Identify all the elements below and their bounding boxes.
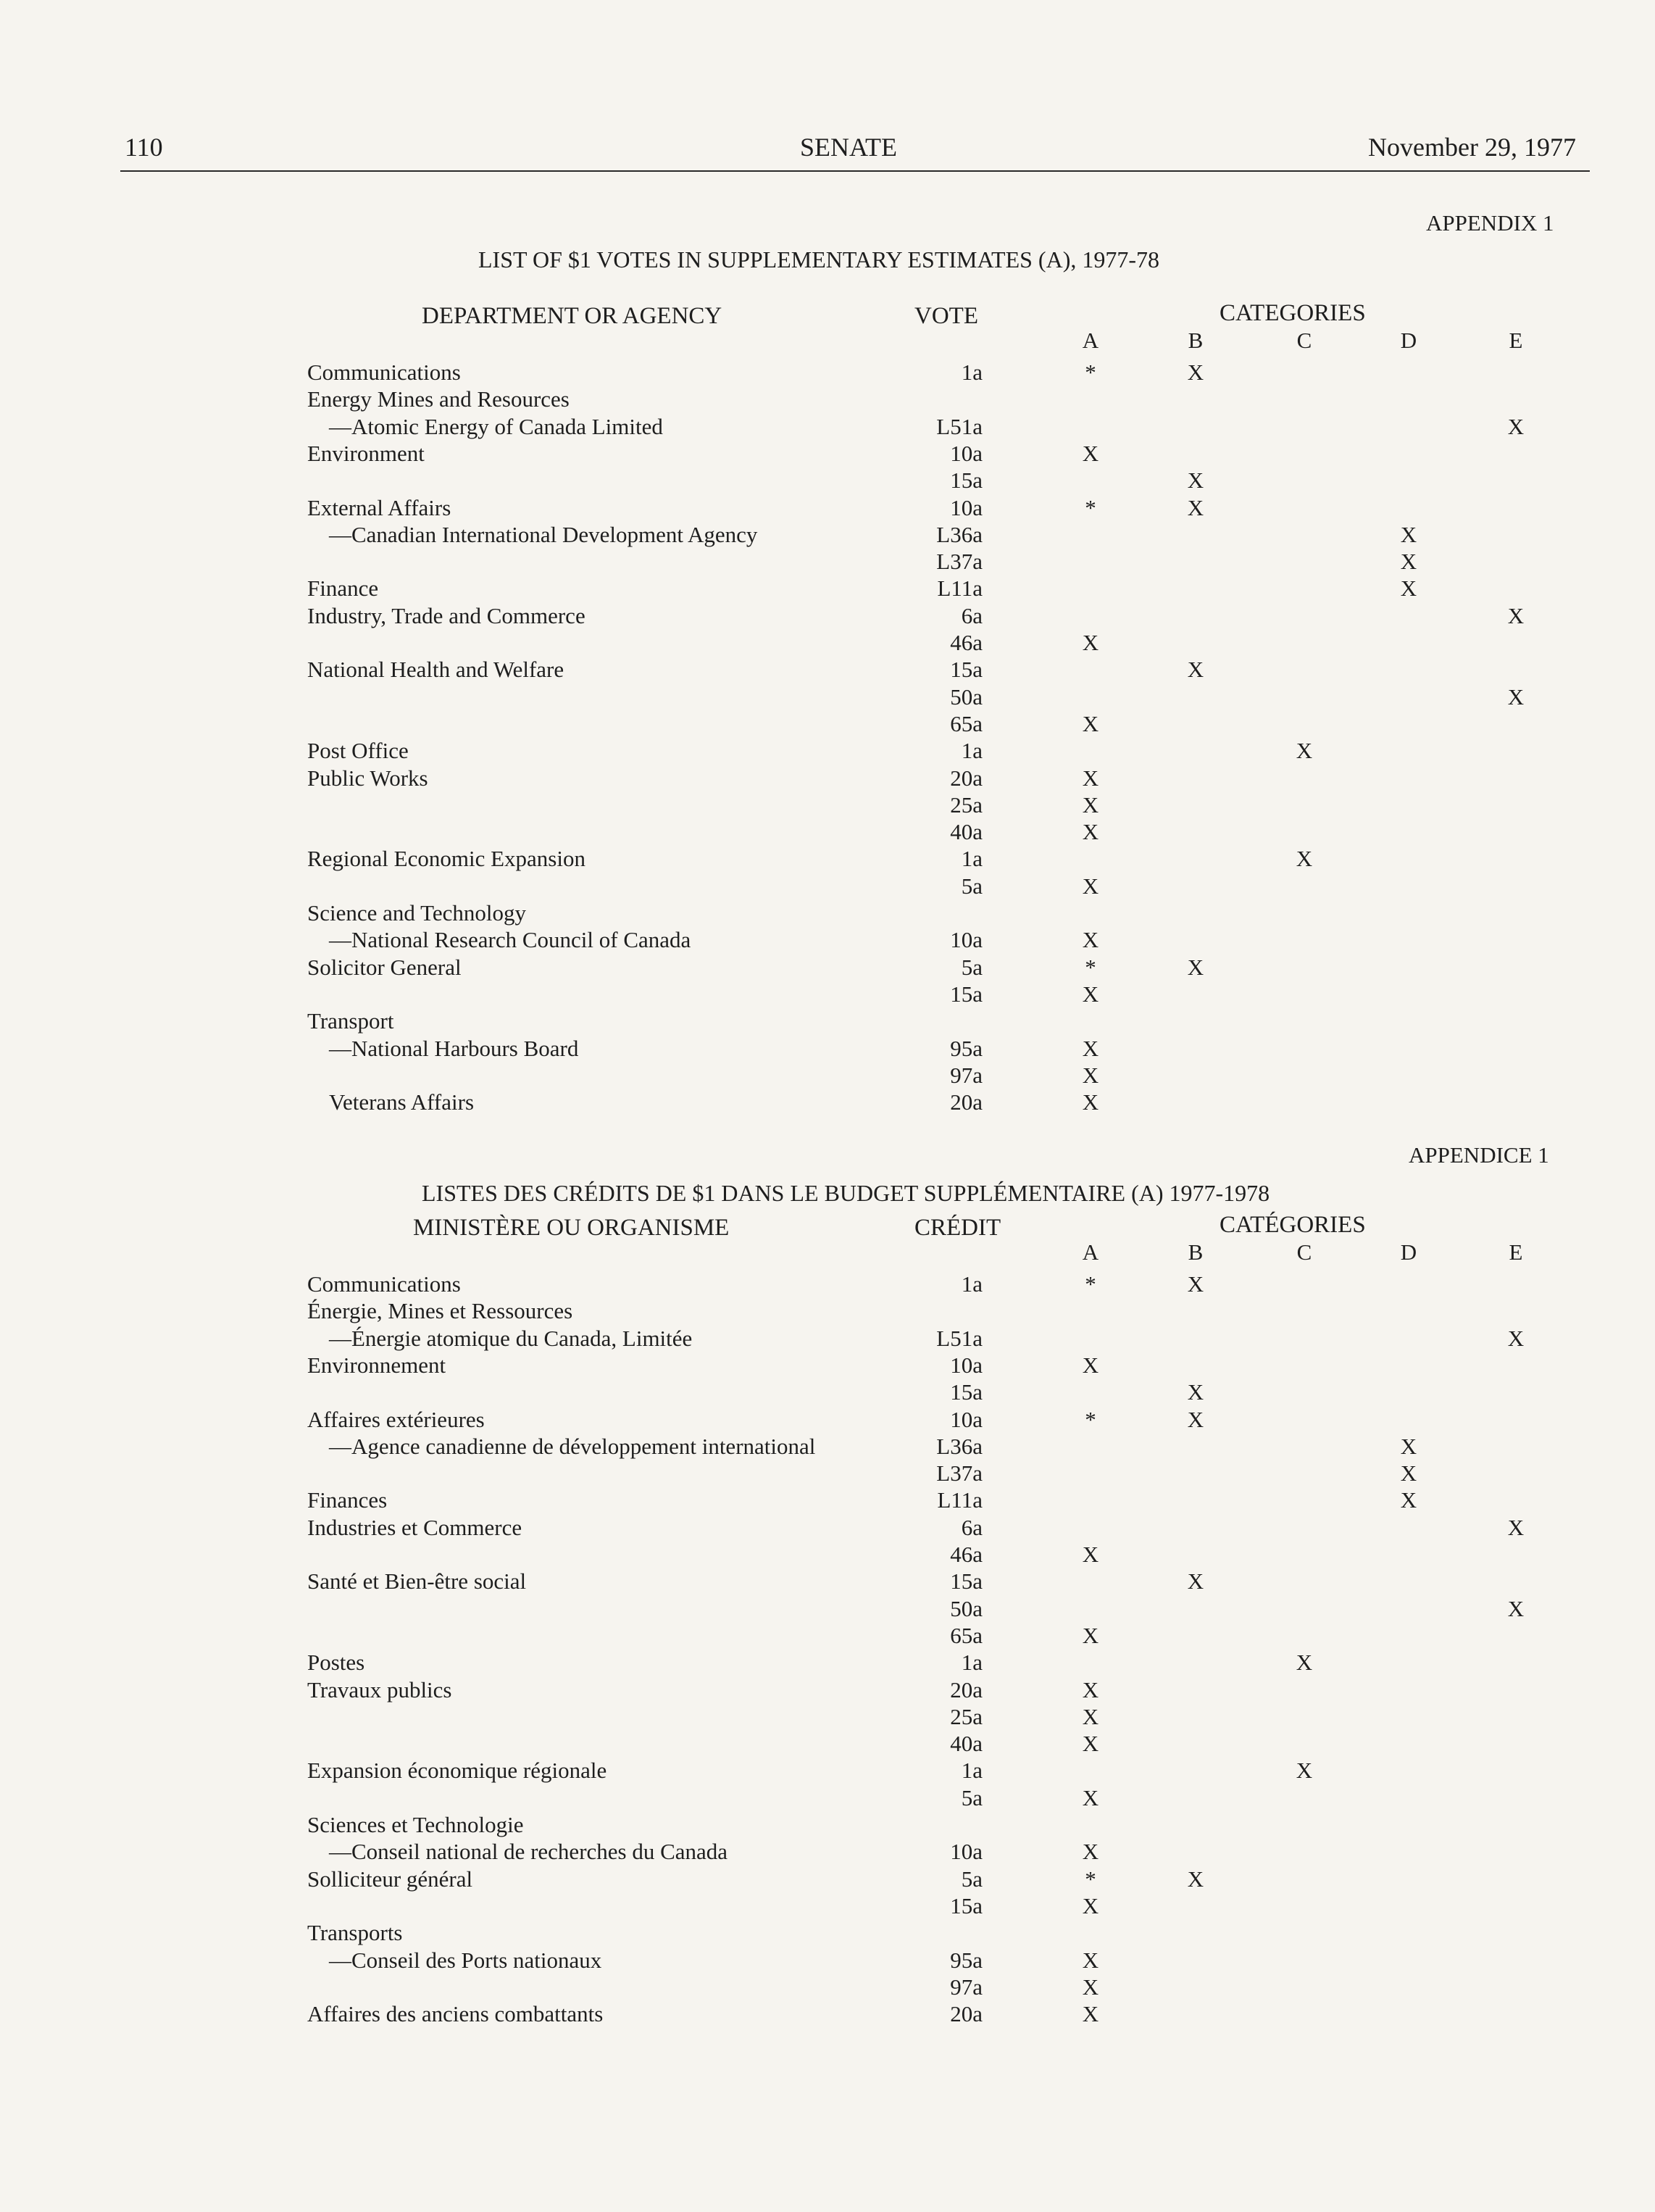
table-row	[0, 1271, 1655, 1298]
department-cell: —National Research Council of Canada	[329, 927, 691, 953]
department-cell: Environnement	[307, 1352, 446, 1378]
table-row	[0, 1866, 1655, 1893]
column-header-vote: CRÉDIT	[914, 1215, 1001, 1241]
category-a-cell: X	[1082, 981, 1099, 1007]
table-row	[0, 1063, 1655, 1089]
department-cell: Transports	[307, 1920, 403, 1946]
vote-cell: 50a	[950, 683, 983, 710]
category-b-cell: X	[1187, 657, 1204, 683]
table-row	[0, 1920, 1655, 1947]
department-cell: Environment	[307, 440, 425, 466]
vote-cell: 97a	[950, 1062, 983, 1088]
running-title: SENATE	[800, 133, 897, 162]
vote-cell: 15a	[950, 1892, 983, 1918]
vote-cell: 5a	[961, 873, 983, 899]
vote-cell: 95a	[950, 1947, 983, 1973]
column-header-categories: CATÉGORIES	[1220, 1212, 1366, 1238]
category-a-cell: X	[1082, 1676, 1099, 1702]
vote-cell: L37a	[936, 549, 983, 575]
table-row	[0, 1650, 1655, 1676]
category-a-cell: X	[1082, 1062, 1099, 1088]
category-a-cell: X	[1082, 1035, 1099, 1061]
department-cell: Sciences et Technologie	[307, 1812, 524, 1837]
department-cell: Communications	[307, 359, 461, 385]
vote-cell: 5a	[961, 1866, 983, 1892]
category-a-cell: *	[1085, 954, 1096, 980]
category-e-cell: X	[1507, 602, 1525, 628]
department-cell: Veterans Affairs	[329, 1089, 475, 1115]
vote-cell: 65a	[950, 1622, 983, 1648]
department-cell: National Health and Welfare	[307, 657, 564, 683]
department-cell: Transport	[307, 1008, 394, 1034]
column-header-categories: CATEGORIES	[1220, 300, 1366, 326]
vote-cell: 50a	[950, 1595, 983, 1621]
vote-cell: 25a	[950, 791, 983, 818]
department-cell: Energy Mines and Resources	[307, 386, 570, 412]
table-row	[0, 2001, 1655, 2028]
category-d-cell: X	[1400, 1433, 1417, 1459]
vote-cell: 10a	[950, 1352, 983, 1378]
vote-cell: 5a	[961, 954, 983, 980]
vote-cell: 10a	[950, 1839, 983, 1865]
vote-cell: 6a	[961, 1514, 983, 1540]
category-a-cell: X	[1082, 819, 1099, 845]
department-cell: Communications	[307, 1271, 461, 1297]
category-d-cell: X	[1400, 575, 1417, 602]
department-cell: —Agence canadienne de développement international	[329, 1433, 816, 1459]
table-row	[0, 1812, 1655, 1839]
category-c-cell: X	[1296, 846, 1313, 872]
department-cell: Solliciteur général	[307, 1866, 473, 1892]
category-a-cell: X	[1082, 873, 1099, 899]
category-letter-b: B	[1188, 1239, 1204, 1265]
category-letter-c: C	[1296, 1239, 1312, 1265]
vote-cell: 15a	[950, 1379, 983, 1405]
table-row	[0, 981, 1655, 1008]
table-title: LISTES DES CRÉDITS DE $1 DANS LE BUDGET SUPPLÉMENTAIRE (A) 1977-1978	[422, 1180, 1270, 1206]
department-cell: Solicitor General	[307, 954, 462, 980]
category-d-cell: X	[1400, 1487, 1417, 1513]
vote-cell: 20a	[950, 2001, 983, 2027]
vote-cell: 97a	[950, 1974, 983, 2000]
vote-cell: 40a	[950, 1731, 983, 1757]
category-a-cell: X	[1082, 927, 1099, 953]
appendix-label: APPENDIX 1	[1426, 210, 1554, 236]
category-a-cell: X	[1082, 440, 1099, 466]
table-row	[0, 1677, 1655, 1704]
category-letter-d: D	[1400, 1239, 1417, 1265]
department-cell: Finances	[307, 1487, 388, 1513]
table-row	[0, 1487, 1655, 1514]
table-row	[0, 1542, 1655, 1568]
table-title: LIST OF $1 VOTES IN SUPPLEMENTARY ESTIMATES (A), 1977-78	[478, 246, 1159, 273]
category-e-cell: X	[1507, 683, 1525, 710]
category-b-cell: X	[1187, 954, 1204, 980]
table-row	[0, 1568, 1655, 1595]
department-cell: —Conseil national de recherches du Canada	[329, 1839, 728, 1865]
department-cell: Post Office	[307, 738, 409, 764]
vote-cell: 1a	[961, 738, 983, 764]
column-header-vote: VOTE	[914, 303, 978, 329]
category-a-cell: X	[1082, 791, 1099, 818]
vote-cell: 10a	[950, 440, 983, 466]
page-number: 110	[125, 133, 163, 162]
table-row	[0, 1460, 1655, 1487]
category-e-cell: X	[1507, 1325, 1525, 1351]
category-a-cell: X	[1082, 1703, 1099, 1729]
vote-cell: 1a	[961, 1650, 983, 1676]
department-cell: Public Works	[307, 765, 428, 791]
vote-cell: 46a	[950, 630, 983, 655]
vote-cell: 95a	[950, 1035, 983, 1061]
category-b-cell: X	[1187, 1568, 1204, 1594]
vote-cell: L36a	[936, 1433, 983, 1459]
category-e-cell: X	[1507, 1595, 1525, 1621]
category-a-cell: X	[1082, 1731, 1099, 1757]
category-letter-d: D	[1400, 328, 1417, 353]
department-cell: Travaux publics	[307, 1676, 452, 1702]
table-row	[0, 1434, 1655, 1460]
vote-cell: L37a	[936, 1460, 983, 1487]
category-a-cell: *	[1085, 494, 1096, 520]
vote-cell: 15a	[950, 467, 983, 494]
table-row	[0, 1893, 1655, 1920]
category-c-cell: X	[1296, 1758, 1313, 1784]
category-c-cell: X	[1296, 738, 1313, 764]
department-cell: —Énergie atomique du Canada, Limitée	[329, 1325, 693, 1351]
table-row	[0, 1974, 1655, 2001]
category-a-cell: X	[1082, 1542, 1099, 1567]
department-cell: Affaires des anciens combattants	[307, 2001, 604, 2027]
header-date: November 29, 1977	[1368, 133, 1576, 162]
table-row	[0, 1704, 1655, 1731]
table-row	[0, 1623, 1655, 1650]
department-cell: Regional Economic Expansion	[307, 846, 585, 872]
appendix-label: APPENDICE 1	[1409, 1142, 1549, 1168]
table-row	[0, 1758, 1655, 1784]
vote-cell: 10a	[950, 494, 983, 520]
vote-cell: 20a	[950, 1089, 983, 1115]
category-d-cell: X	[1400, 549, 1417, 575]
vote-cell: 15a	[950, 981, 983, 1007]
vote-cell: 15a	[950, 1568, 983, 1594]
category-letter-a: A	[1082, 1239, 1099, 1265]
category-a-cell: X	[1082, 765, 1099, 791]
column-header-department: DEPARTMENT OR AGENCY	[422, 303, 722, 329]
department-cell: Finance	[307, 575, 379, 602]
table-row	[0, 1731, 1655, 1758]
category-a-cell: X	[1082, 1839, 1099, 1865]
category-e-cell: X	[1507, 413, 1525, 439]
category-letter-b: B	[1188, 328, 1204, 353]
vote-cell: L11a	[937, 575, 983, 602]
vote-cell: 1a	[961, 1758, 983, 1784]
category-letter-e: E	[1509, 328, 1523, 353]
category-letter-a: A	[1082, 328, 1099, 353]
table-row	[0, 927, 1655, 954]
table-row	[0, 1036, 1655, 1063]
vote-cell: L36a	[936, 521, 983, 547]
department-cell: Industries et Commerce	[307, 1514, 522, 1540]
category-letter-e: E	[1509, 1239, 1523, 1265]
department-cell: Expansion économique régionale	[307, 1758, 607, 1784]
category-b-cell: X	[1187, 1866, 1204, 1892]
department-cell: External Affairs	[307, 494, 451, 520]
table-row	[0, 1089, 1655, 1116]
table-row	[0, 1947, 1655, 1974]
vote-cell: 46a	[950, 1542, 983, 1567]
table-row	[0, 1298, 1655, 1325]
category-a-cell: *	[1085, 1866, 1096, 1892]
category-a-cell: X	[1082, 1947, 1099, 1973]
category-b-cell: X	[1187, 467, 1204, 494]
department-cell: Affaires extérieures	[307, 1406, 485, 1432]
table-row	[0, 1785, 1655, 1812]
department-cell: Énergie, Mines et Ressources	[307, 1298, 573, 1324]
table-row	[0, 955, 1655, 981]
department-cell: —Canadian International Development Agency	[329, 521, 758, 547]
department-cell: —National Harbours Board	[329, 1035, 579, 1061]
vote-cell: 1a	[961, 359, 983, 385]
category-b-cell: X	[1187, 1271, 1204, 1297]
vote-cell: 10a	[950, 1406, 983, 1432]
table-row	[0, 1326, 1655, 1352]
category-a-cell: X	[1082, 710, 1099, 736]
vote-cell: 20a	[950, 765, 983, 791]
department-cell: Industry, Trade and Commerce	[307, 602, 585, 628]
table-row	[0, 1596, 1655, 1623]
vote-cell: 40a	[950, 819, 983, 845]
category-d-cell: X	[1400, 521, 1417, 547]
department-cell: —Atomic Energy of Canada Limited	[329, 413, 663, 439]
table-row	[0, 1839, 1655, 1866]
category-letter-c: C	[1296, 328, 1312, 353]
vote-cell: L51a	[936, 1325, 983, 1351]
category-a-cell: X	[1082, 1784, 1099, 1810]
category-c-cell: X	[1296, 1650, 1313, 1676]
category-a-cell: X	[1082, 1892, 1099, 1918]
category-d-cell: X	[1400, 1460, 1417, 1487]
category-a-cell: X	[1082, 1352, 1099, 1378]
vote-cell: 10a	[950, 927, 983, 953]
category-a-cell: *	[1085, 1271, 1096, 1297]
department-cell: Postes	[307, 1650, 365, 1676]
category-a-cell: X	[1082, 1622, 1099, 1648]
column-header-department: MINISTÈRE OU ORGANISME	[413, 1215, 730, 1241]
table-row	[0, 1008, 1655, 1035]
vote-cell: 20a	[950, 1676, 983, 1702]
department-cell: Santé et Bien-être social	[307, 1568, 527, 1594]
vote-cell: 6a	[961, 602, 983, 628]
department-cell: Science and Technology	[307, 900, 526, 926]
table-row	[0, 1407, 1655, 1434]
category-a-cell: *	[1085, 359, 1096, 385]
vote-cell: L11a	[937, 1487, 983, 1513]
vote-cell: L51a	[936, 413, 983, 439]
category-b-cell: X	[1187, 1379, 1204, 1405]
table-row	[0, 1352, 1655, 1379]
vote-cell: 1a	[961, 846, 983, 872]
category-b-cell: X	[1187, 494, 1204, 520]
category-b-cell: X	[1187, 1406, 1204, 1432]
category-a-cell: X	[1082, 1089, 1099, 1115]
table-row	[0, 1379, 1655, 1406]
category-a-cell: *	[1085, 1406, 1096, 1432]
vote-cell: 15a	[950, 657, 983, 683]
category-a-cell: X	[1082, 2001, 1099, 2027]
vote-cell: 25a	[950, 1703, 983, 1729]
category-a-cell: X	[1082, 1974, 1099, 2000]
category-a-cell: X	[1082, 630, 1099, 655]
table-row	[0, 1515, 1655, 1542]
category-b-cell: X	[1187, 359, 1204, 385]
vote-cell: 1a	[961, 1271, 983, 1297]
vote-cell: 65a	[950, 710, 983, 736]
category-e-cell: X	[1507, 1514, 1525, 1540]
vote-cell: 5a	[961, 1784, 983, 1810]
department-cell: —Conseil des Ports nationaux	[329, 1947, 602, 1973]
